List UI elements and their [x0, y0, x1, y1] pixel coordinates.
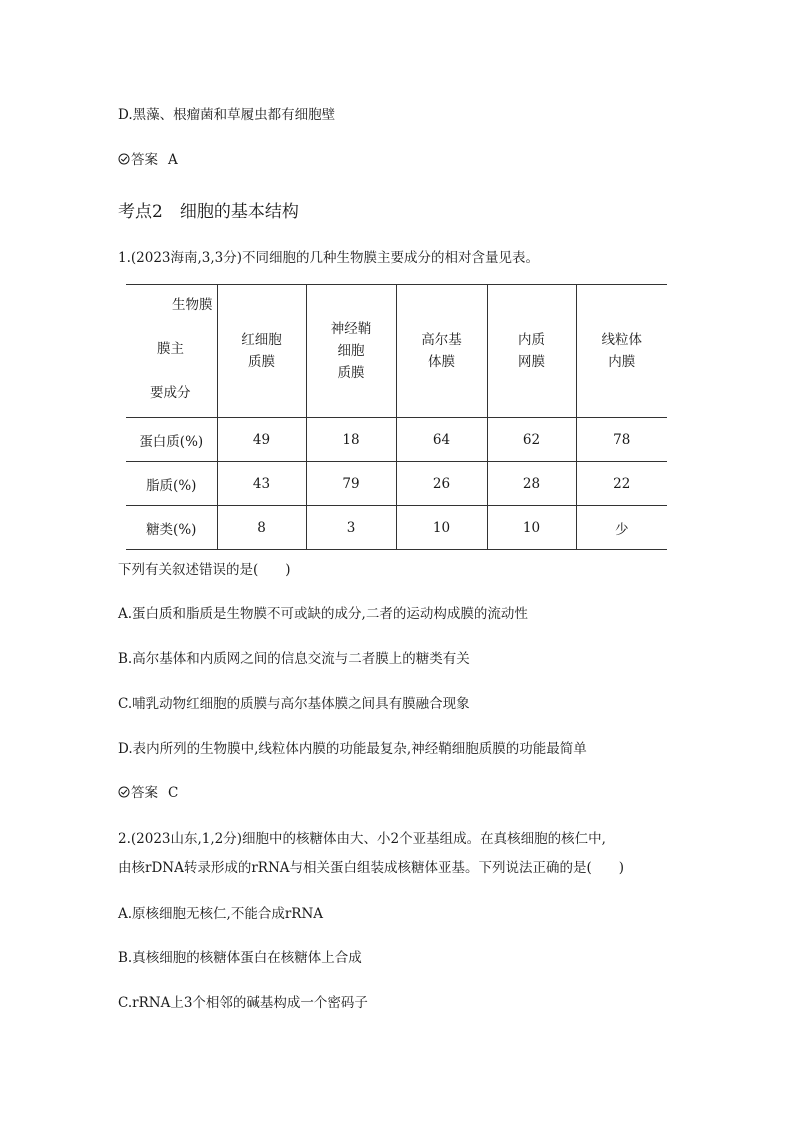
table-cell: 62: [487, 418, 576, 462]
table-cell: 10: [396, 506, 487, 550]
table-cell: 78: [576, 418, 667, 462]
row-label: 脂质(%): [126, 462, 217, 506]
question-2-option-b: B.真核细胞的核糖体蛋白在核糖体上合成: [118, 950, 362, 966]
table-cell: 26: [396, 462, 487, 506]
row-label: 蛋白质(%): [126, 418, 217, 462]
question-2-stem-line-1: 2.(2023山东,1,2分)细胞中的核糖体由大、小2个亚基组成。在真核细胞的核仁中,: [118, 831, 606, 847]
section-heading: 考点2 细胞的基本结构: [118, 202, 299, 222]
table-cell: 43: [217, 462, 306, 506]
answer-line: [118, 148, 178, 168]
check-circle-icon: [118, 153, 130, 165]
table-cell: 8: [217, 506, 306, 550]
table-row: [126, 506, 667, 550]
membrane-composition-table: [126, 284, 667, 550]
check-circle-icon: [118, 786, 130, 798]
table-cell: 49: [217, 418, 306, 462]
question-1-stem: 1.(2023海南,3,3分)不同细胞的几种生物膜主要成分的相对含量见表。: [118, 250, 540, 266]
previous-option-d: D.黑藻、根瘤菌和草履虫都有细胞壁: [118, 107, 336, 123]
table-cell: 22: [576, 462, 667, 506]
row-label: 糖类(%): [126, 506, 217, 550]
question-1-prompt: 下列有关叙述错误的是( ): [118, 562, 291, 578]
table-cell: 少: [576, 506, 667, 550]
table-cell: 64: [396, 418, 487, 462]
question-1-option-a: A.蛋白质和脂质是生物膜不可或缺的成分,二者的运动构成膜的流动性: [118, 606, 528, 622]
column-header: 高尔基 体膜: [396, 285, 487, 418]
question-2-stem-line-2: 由核rDNA转录形成的rRNA与相关蛋白组装成核糖体亚基。下列说法正确的是( ): [118, 860, 625, 876]
question-2-option-c: C.rRNA上3个相邻的碱基构成一个密码子: [118, 995, 368, 1011]
table-cell: 3: [306, 506, 396, 550]
table-header-row: [126, 285, 667, 418]
table-corner-cell: [126, 285, 217, 418]
table-cell: 79: [306, 462, 396, 506]
column-header: 内质 网膜: [487, 285, 576, 418]
column-header: 神经鞘 细胞 质膜: [306, 285, 396, 418]
question-1-option-b: B.高尔基体和内质网之间的信息交流与二者膜上的糖类有关: [118, 651, 470, 667]
answer-label: 答案: [131, 785, 158, 801]
corner-label-component: 要成分: [150, 385, 191, 401]
table-cell: 18: [306, 418, 396, 462]
table-cell: 28: [487, 462, 576, 506]
corner-label-membrane: 生物膜: [172, 297, 213, 313]
corner-label-main: 膜主: [157, 341, 184, 357]
table-cell: 10: [487, 506, 576, 550]
question-1-option-d: D.表内所列的生物膜中,线粒体内膜的功能最复杂,神经鞘细胞质膜的功能最简单: [118, 741, 587, 757]
answer-value: C: [168, 785, 179, 801]
column-header: 线粒体 内膜: [576, 285, 667, 418]
table-row: [126, 462, 667, 506]
answer-label: 答案: [131, 152, 158, 168]
answer-value: A: [168, 152, 178, 168]
question-1-option-c: C.哺乳动物红细胞的质膜与高尔基体膜之间具有膜融合现象: [118, 696, 470, 712]
table-row: [126, 418, 667, 462]
column-header: 红细胞 质膜: [217, 285, 306, 418]
question-2-option-a: A.原核细胞无核仁,不能合成rRNA: [118, 906, 324, 922]
answer-line: [118, 781, 178, 801]
